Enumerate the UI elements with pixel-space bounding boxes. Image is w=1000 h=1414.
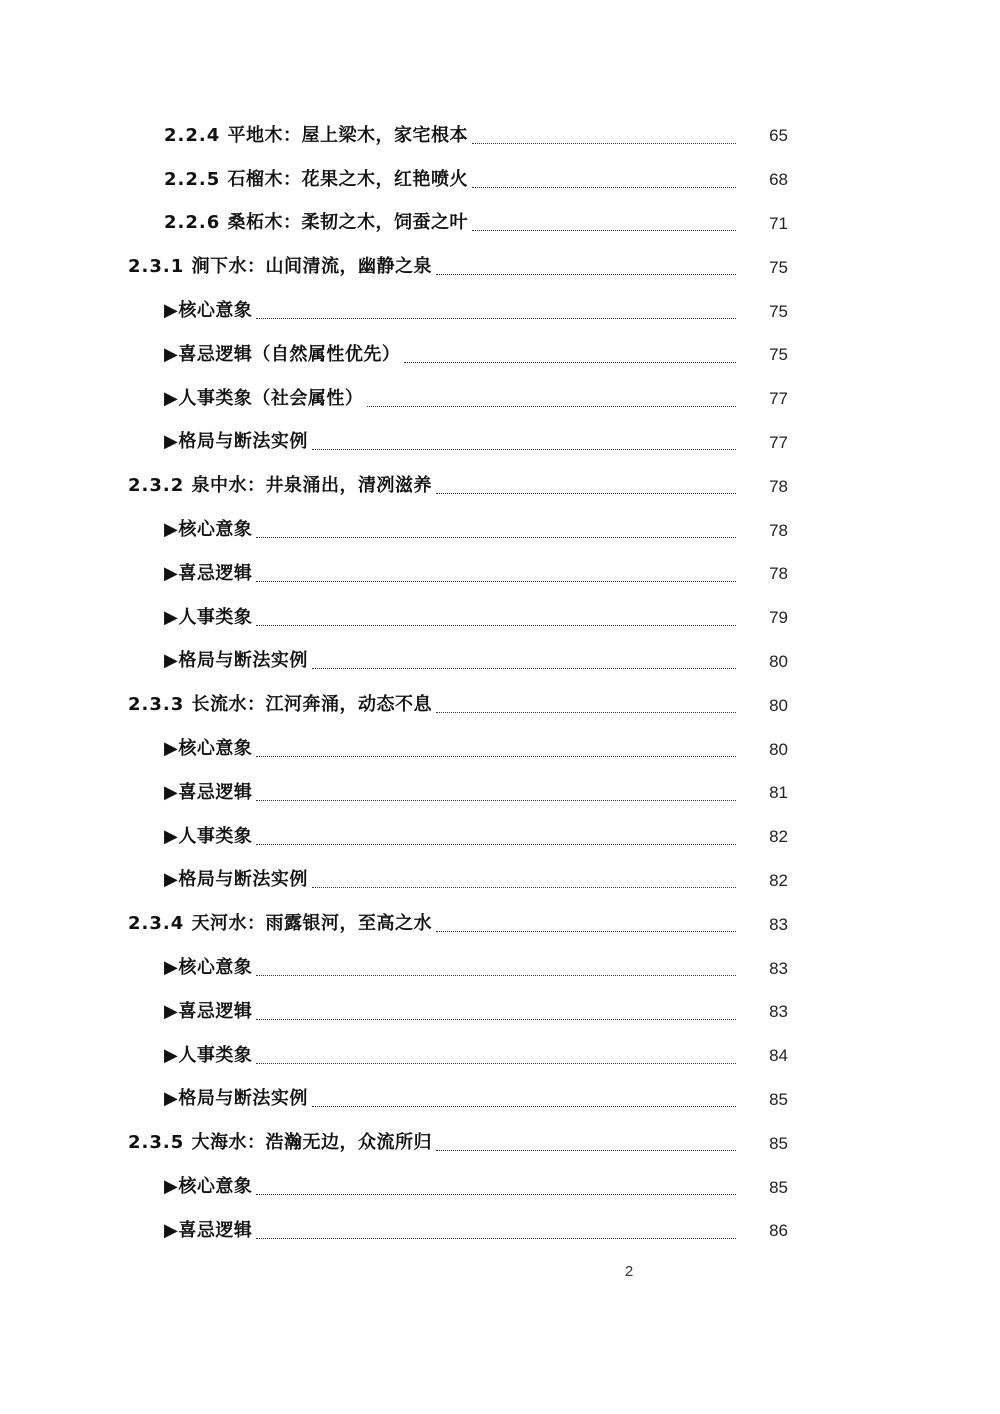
toc-entry-title: ▶喜忌逻辑（自然属性优先）	[164, 343, 401, 365]
toc-entry-number: 2.3.1	[128, 256, 185, 278]
toc-entry-title: ▶人事类象	[164, 1044, 253, 1066]
toc-entry[interactable]	[0, 464, 1000, 508]
toc-entry[interactable]	[0, 815, 1000, 859]
toc-entry-number: 2.3.5	[128, 1132, 185, 1154]
dot-leader	[256, 624, 736, 626]
dot-leader	[256, 1237, 736, 1239]
toc-entry-title: ▶格局与断法实例	[164, 650, 308, 672]
toc-entry-title: 桑柘木：柔韧之木，饲蚕之叶	[227, 212, 469, 234]
page-number: 2	[624, 1263, 634, 1280]
toc-entry-title: ▶格局与断法实例	[164, 1088, 308, 1110]
toc-entry-title: ▶喜忌逻辑	[164, 562, 253, 584]
toc-entry-title: 石榴木：花果之木，红艳喷火	[227, 168, 469, 190]
toc-entry-title: ▶人事类象	[164, 825, 253, 847]
toc-entry-page: 77	[769, 432, 788, 452]
toc-entry-page: 85	[769, 1133, 788, 1153]
toc-entry-title: ▶核心意象	[164, 957, 253, 979]
dot-leader	[312, 886, 736, 888]
toc-entry-title: 长流水：江河奔涌，动态不息	[191, 694, 433, 716]
toc-entry-number: 2.2.4	[164, 124, 221, 146]
table-of-contents	[0, 114, 1000, 1253]
toc-entry-title: 天河水：雨露银河，至高之水	[191, 913, 433, 935]
toc-entry-page: 78	[769, 564, 788, 584]
toc-entry-page: 78	[769, 520, 788, 540]
toc-entry-spacer	[184, 915, 191, 933]
toc-entry-page: 75	[769, 345, 788, 365]
toc-entry-title: ▶喜忌逻辑	[164, 1000, 253, 1022]
toc-entry-page: 78	[769, 476, 788, 496]
toc-entry[interactable]	[0, 1209, 1000, 1253]
toc-entry-page: 75	[769, 301, 788, 321]
dot-leader	[472, 142, 736, 144]
toc-entry-spacer	[184, 477, 191, 495]
toc-entry-page: 85	[769, 1177, 788, 1197]
toc-entry-title: ▶核心意象	[164, 1176, 253, 1198]
dot-leader	[436, 273, 736, 275]
dot-leader	[436, 1149, 736, 1151]
toc-entry-title: ▶核心意象	[164, 300, 253, 322]
toc-entry[interactable]	[0, 377, 1000, 421]
toc-entry-page: 71	[769, 213, 788, 233]
toc-entry[interactable]	[0, 727, 1000, 771]
toc-entry-page: 83	[769, 958, 788, 978]
toc-entry-title: ▶格局与断法实例	[164, 431, 308, 453]
toc-entry-spacer	[220, 214, 227, 232]
toc-entry-page: 77	[769, 389, 788, 409]
toc-entry[interactable]	[0, 114, 1000, 158]
toc-entry-spacer	[184, 1134, 191, 1152]
toc-entry-title: 平地木：屋上梁木，家宅根本	[227, 124, 469, 146]
toc-entry-page: 83	[769, 914, 788, 934]
dot-leader	[312, 1105, 736, 1107]
toc-entry[interactable]	[0, 683, 1000, 727]
dot-leader	[256, 1193, 736, 1195]
dot-leader	[256, 843, 736, 845]
toc-entry[interactable]	[0, 508, 1000, 552]
toc-entry-spacer	[184, 258, 191, 276]
toc-entry-page: 68	[769, 170, 788, 190]
toc-entry[interactable]	[0, 333, 1000, 377]
dot-leader	[404, 361, 736, 363]
toc-entry-title: 大海水：浩瀚无边，众流所归	[191, 1132, 433, 1154]
dot-leader	[312, 667, 736, 669]
toc-entry-page: 85	[769, 1089, 788, 1109]
toc-entry-number: 2.3.4	[128, 913, 185, 935]
toc-entry-title: ▶喜忌逻辑	[164, 781, 253, 803]
toc-entry-page: 82	[769, 870, 788, 890]
dot-leader	[472, 186, 736, 188]
toc-entry[interactable]	[0, 1078, 1000, 1122]
toc-entry[interactable]	[0, 1165, 1000, 1209]
dot-leader	[256, 1062, 736, 1064]
toc-entry[interactable]	[0, 289, 1000, 333]
toc-entry-title: ▶核心意象	[164, 519, 253, 541]
toc-entry-page: 82	[769, 827, 788, 847]
toc-entry-number: 2.3.2	[128, 475, 185, 497]
toc-entry-title: ▶核心意象	[164, 738, 253, 760]
toc-entry-title: 涧下水：山间清流，幽静之泉	[191, 256, 433, 278]
toc-entry-title: ▶格局与断法实例	[164, 869, 308, 891]
toc-entry[interactable]	[0, 596, 1000, 640]
toc-entry-page: 80	[769, 695, 788, 715]
toc-entry-title: ▶喜忌逻辑	[164, 1219, 253, 1241]
dot-leader	[436, 711, 736, 713]
dot-leader	[256, 536, 736, 538]
toc-entry-spacer	[220, 127, 227, 145]
toc-entry-page: 81	[769, 783, 788, 803]
toc-entry[interactable]	[0, 1034, 1000, 1078]
dot-leader	[436, 930, 736, 932]
dot-leader	[256, 755, 736, 757]
dot-leader	[256, 580, 736, 582]
dot-leader	[256, 1018, 736, 1020]
dot-leader	[256, 799, 736, 801]
toc-entry-page: 80	[769, 739, 788, 759]
toc-entry-title: ▶人事类象（社会属性）	[164, 387, 364, 409]
toc-entry-number: 2.2.5	[164, 168, 221, 190]
toc-entry-spacer	[184, 696, 191, 714]
toc-entry-page: 79	[769, 608, 788, 628]
toc-entry-page: 83	[769, 1002, 788, 1022]
dot-leader	[256, 317, 736, 319]
dot-leader	[256, 974, 736, 976]
toc-entry[interactable]	[0, 552, 1000, 596]
dot-leader	[436, 492, 736, 494]
dot-leader	[367, 405, 736, 407]
toc-entry-page: 80	[769, 651, 788, 671]
toc-entry[interactable]	[0, 902, 1000, 946]
toc-entry-page: 65	[769, 126, 788, 146]
toc-entry[interactable]	[0, 1121, 1000, 1165]
toc-entry-title: ▶人事类象	[164, 606, 253, 628]
toc-entry[interactable]	[0, 990, 1000, 1034]
toc-entry[interactable]	[0, 640, 1000, 684]
toc-entry-page: 84	[769, 1046, 788, 1066]
dot-leader	[312, 448, 736, 450]
toc-entry-page: 75	[769, 257, 788, 277]
toc-entry[interactable]	[0, 245, 1000, 289]
toc-entry[interactable]	[0, 421, 1000, 465]
toc-entry-spacer	[220, 171, 227, 189]
toc-entry[interactable]	[0, 202, 1000, 246]
toc-entry[interactable]	[0, 158, 1000, 202]
toc-entry-title: 泉中水：井泉涌出，清冽滋养	[191, 475, 433, 497]
toc-entry[interactable]	[0, 859, 1000, 903]
dot-leader	[472, 229, 736, 231]
toc-entry-number: 2.2.6	[164, 212, 221, 234]
toc-entry[interactable]	[0, 946, 1000, 990]
toc-entry-number: 2.3.3	[128, 694, 185, 716]
toc-entry-page: 86	[769, 1221, 788, 1241]
toc-entry[interactable]	[0, 771, 1000, 815]
